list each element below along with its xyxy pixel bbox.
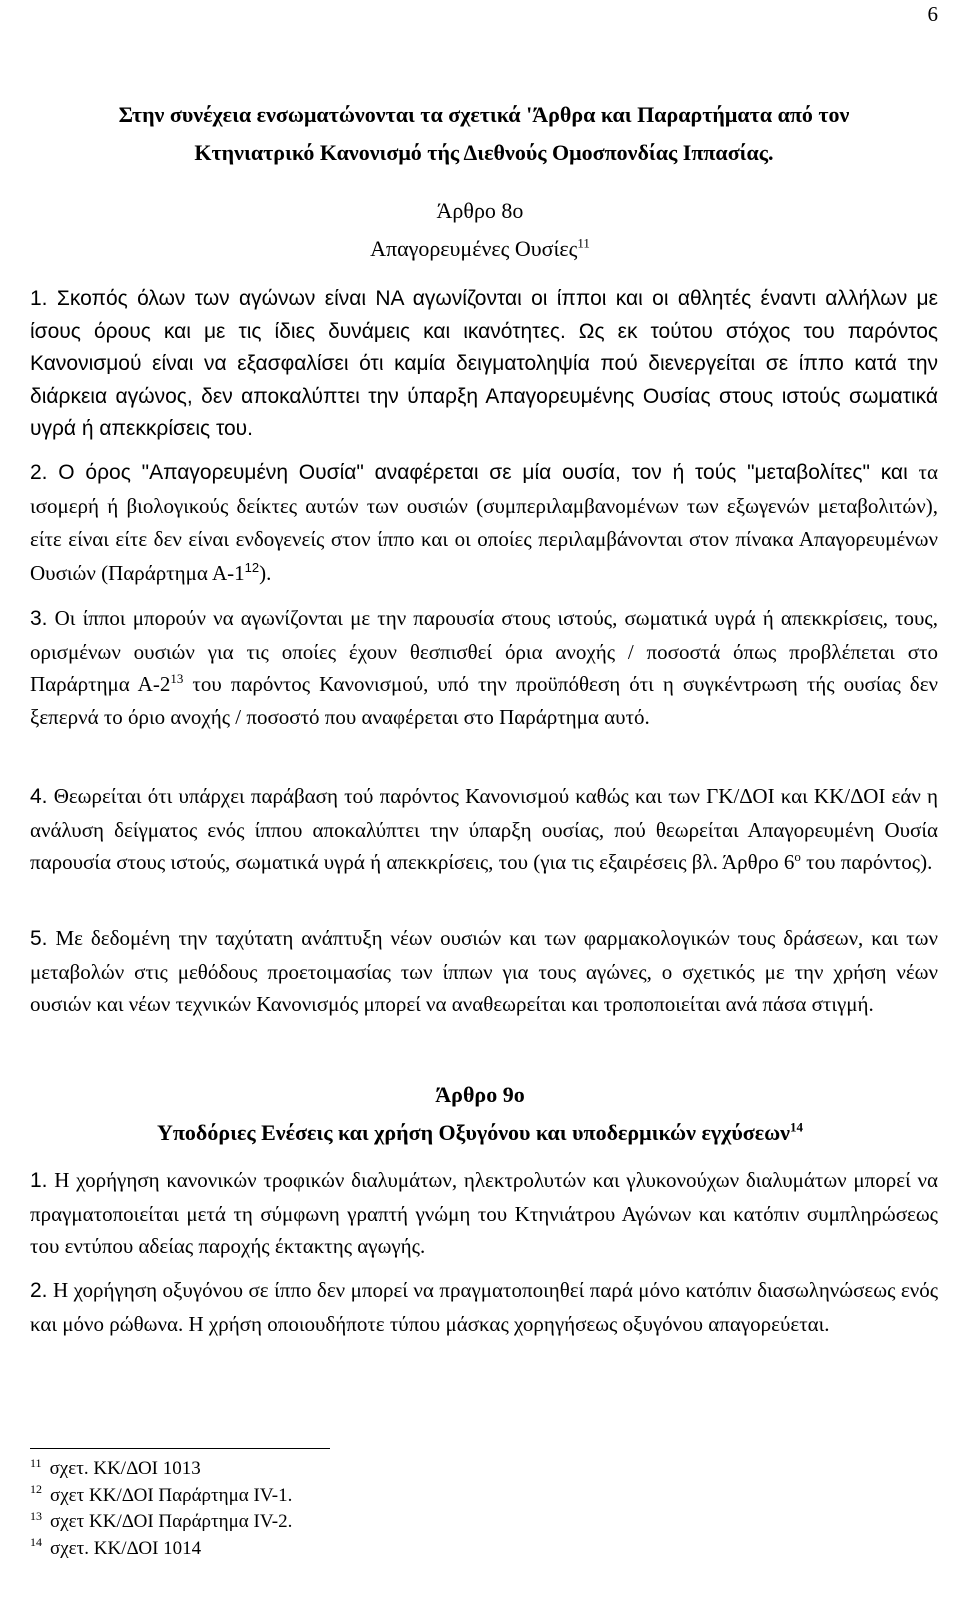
footnote-ref-12: 12 [244,559,260,575]
intro-heading [30,96,938,172]
paragraph-text: Ο όρος "Απαγορευμένη Ουσία" αναφέρεται σε μία ουσία, τον ή τούς "μεταβολίτες" και [58,461,908,484]
footnote-text: σχετ. ΚΚ/ΔΟΙ 1014 [50,1537,202,1559]
footnote-text: σχετ. ΚΚ/ΔΟΙ 1013 [49,1458,201,1479]
paragraph-text: Σκοπός όλων των αγώνων είναι ΝΑ αγωνίζονται οι ίπποι και οι αθλητές έναντι αλλήλων με ίσους όρους και με τις ίδιες δυνάμεις και ικανότητες. Ως εκ τούτου στόχος του παρόντος Κανονισμού είναι να εξασφαλίσει ότι καμία δειγματοληψία πού διενεργείται σε ίππο κατά την διάρκεια αγώνος, δεν αποκαλύπτει την ύπαρξη Απαγορευμένης Ουσίας στους ιστούς σωματικά υγρά ή απεκκρίσεις του. [30,287,938,440]
footnote-item [30,1509,292,1536]
paragraph-text-end: ). [259,560,272,585]
article-9-title-text: Υποδόριες Ενέσεις και χρήση Οξυγόνου και υποδερμικών εγχύσεων [156,1120,791,1145]
article-8-title-text: Απαγορευμένες Ουσίες [370,236,578,261]
article-9-heading: Άρθρο 9ο [435,1082,525,1107]
ordinal-superscript: ο [794,849,801,864]
paragraph-text: Με δεδομένη την ταχύτατη ανάπτυξη νέων ουσιών και των φαρμακολογικών τους δράσεων, και των μεταβολών στις μεθόδους προετοιμασίας των ίππων για τους αγώνες, ο σχετικός με την χρήση νέων ουσιών και νέων τεχνικών Κανονισμός μπορεί να αναθεωρείται και τροποποιείται ανά πάσα στιγμή. [30,926,938,1016]
article-9-title [0,1120,960,1146]
footnote-mark: 12 [30,1482,42,1497]
article-8-paragraph-5 [30,922,938,1021]
paragraph-number: 5. [30,927,48,950]
article-8-paragraph-3 [30,602,938,733]
paragraph-number: 2. [30,461,48,484]
footnote-ref-14: 14 [790,1119,804,1135]
article-8-paragraph-1 [30,283,938,446]
paragraph-number: 4. [30,785,48,808]
article-8-heading: Άρθρο 8ο [436,198,524,223]
paragraph-number: 3. [30,607,48,630]
footnote-divider [30,1448,330,1449]
footnote-item [30,1483,292,1510]
footnote-mark: 11 [30,1455,42,1470]
article-9-paragraph-2 [30,1274,938,1340]
article-9-paragraph-1 [30,1164,938,1263]
article-8-paragraph-2 [30,456,938,590]
paragraph-number: 1. [30,287,48,310]
page-number: 6 [927,2,938,26]
footnotes [30,1456,292,1562]
footnote-text: σχετ ΚΚ/ΔΟΙ Παράρτημα IV-1. [50,1484,293,1506]
footnote-mark: 14 [30,1535,42,1550]
paragraph-text: Θεωρείται ότι υπάρχει παράβαση τού παρόντος Κανονισμού καθώς και των ΓΚ/ΔΟΙ και ΚΚ/ΔΟΙ εάν η ανάλυση δείγματος ενός ίππου αποκαλύπτει την ύπαρξη ουσίας, πού θεωρείται Απαγορευμένη Ουσία παρουσία στους ιστούς, σωματικά υγρά ή απεκκρίσεις, του (για τις εξαιρέσεις βλ. Άρθρο 6 [30,784,939,874]
paragraph-text: Η χορήγηση οξυγόνου σε ίππο δεν μπορεί να πραγματοποιηθεί παρά μόνο κατόπιν διασωληνώσεως ενός και μόνο ρώθωνα. Η χρήση οποιουδήποτε τύπου μάσκας χορηγήσεως οξυγόνου απαγορεύεται. [30,1278,939,1336]
paragraph-number: 1. [30,1169,48,1192]
paragraph-number: 2. [30,1279,48,1302]
footnote-item [30,1536,292,1563]
intro-line-2: Κτηνιατρικό Κανονισμό τής Διεθνούς Ομοσπονδίας Ιππασίας. [194,140,774,165]
paragraph-text-end: του παρόντος Κανονισμού, υπό την προϋπόθεση ότι η συγκέντρωση τής ουσίας δεν ξεπερνά το όριο ανοχής / ποσοστό που αναφέρεται στο Παράρτημα αυτό. [30,672,939,729]
footnote-ref-11: 11 [577,235,590,251]
article-8-title [0,236,960,262]
paragraph-text: Η χορήγηση κανονικών τροφικών διαλυμάτων, ηλεκτρολυτών και γλυκονούχων διαλυμάτων μπορεί να πραγματοποιείται μετά τη σύμφωνη γραπτή γνώμη του Κτηνιάτρου Αγώνων και κατόπιν συμπληρώσεως του εντύπου αδείας παροχής έκτακτης αγωγής. [30,1168,938,1258]
paragraph-text-continued: τα ισομερή ή βιολογικούς δείκτες αυτών των ουσιών (συμπεριλαμβανομένων των εξωγενών μεταβολιτών), είτε είναι είτε δεν είναι ενδογενείς στον ίππο και οι οποίες περιλαμβάνονται στον πίνακα Απαγορευμένων Ουσιών (Παράρτημα Α-1 [30,460,938,585]
footnote-item [30,1456,292,1483]
paragraph-text: Οι ίπποι μπορούν να αγωνίζονται με την παρουσία στους ιστούς, σωματικά υγρά ή απεκκρίσεις, τους, ορισμένων ουσιών για τις οποίες έχουν θεσπισθεί όρια ανοχής / ποσοστά όπως προβλέπεται στο Παράρτημα Α-2 [30,606,938,696]
footnote-mark: 13 [30,1508,42,1523]
intro-line-1: Στην συνέχεια ενσωματώνονται τα σχετικά 'Άρθρα και Παραρτήματα από τον [118,102,850,127]
footnote-text: σχετ ΚΚ/ΔΟΙ Παράρτημα IV-2. [50,1511,293,1532]
article-8-paragraph-4 [30,780,938,879]
footnote-ref-13: 13 [170,671,184,686]
paragraph-text-end: του παρόντος). [806,850,933,874]
